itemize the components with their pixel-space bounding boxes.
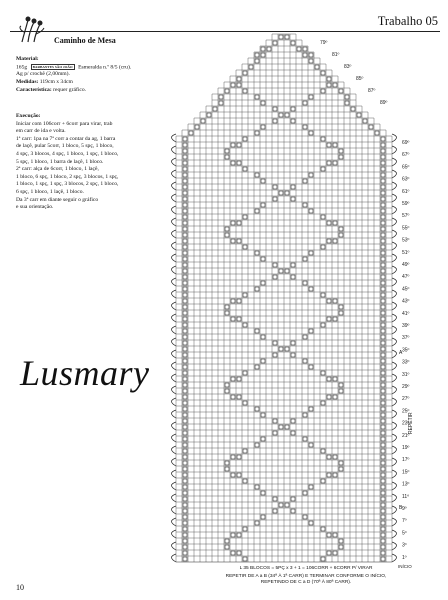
row-number: 39º: [402, 323, 410, 329]
repeat-mark-a: A: [399, 350, 403, 356]
page-number: 10: [16, 583, 24, 592]
instruction-line: Iniciar com 106corr + 6corr para virar, trab: [16, 120, 113, 127]
row-number: 13º: [402, 481, 410, 488]
row-number: 81º: [332, 52, 340, 58]
feature-label: Característica:: [16, 86, 52, 93]
instruction-line: 2ª carr: alça de 6corr, 1 bloco, 1 laçê,: [16, 166, 99, 173]
row-number: 47º: [402, 274, 410, 281]
row-number: 87º: [368, 88, 376, 94]
row-number: 21º: [402, 432, 410, 439]
row-number: 57º: [402, 213, 410, 220]
repeat-mark-b: B: [399, 505, 403, 511]
signature: Lusmary: [20, 353, 150, 393]
row-number: 63º: [402, 176, 410, 183]
row-number: 83º: [344, 64, 352, 70]
page-title: Trabalho 05: [377, 14, 438, 28]
row-number: 19º: [402, 445, 410, 451]
row-number: 25º: [402, 408, 410, 415]
material-specs: [16, 56, 166, 94]
measures-value: 119cm x 34cm: [39, 79, 73, 86]
row-number: 65º: [402, 164, 410, 171]
instruction-line: 5 spç, 1 bloco, 1 barra de laçê, 1 bloco.: [16, 158, 104, 165]
row-number: 69º: [402, 140, 410, 146]
row-number: 9º: [402, 506, 407, 512]
row-number: 61º: [402, 188, 410, 195]
instruction-line: e sua orientação.: [16, 204, 54, 211]
instruction-line: de laçê, pular 5corr, 1 bloco, 5 spç, 1 bloco,: [16, 143, 114, 150]
chart-end-label: INÍCIO: [398, 564, 412, 568]
footer-line-3: REPETINDO DE C a D (70ª À 80ª CARR).: [260, 580, 352, 585]
instruction-line: Da 3ª carr em diante seguir o gráfico: [16, 196, 99, 203]
row-number: 79º: [320, 40, 328, 46]
row-number: 29º: [402, 384, 410, 390]
row-number: 37º: [402, 335, 410, 342]
row-number: 41º: [402, 310, 410, 317]
row-number: 23º: [402, 420, 410, 427]
row-number: 11º: [402, 493, 410, 500]
instruction-line: em carr de ida e volta.: [16, 128, 66, 135]
feature-value: requer gráfico.: [53, 86, 87, 93]
row-number: 7º: [402, 518, 407, 525]
instruction-line: 1ª carr: 1pa na 7ª corr a contar da ag, 1 barra: [16, 135, 116, 142]
footer-line-1: L 35 BLOCOS = 5PÇ x 3 + 1 = 106CORR + 6CORR P/ VIRAR: [239, 566, 373, 571]
flower-logo-icon: [14, 14, 56, 44]
row-number: 55º: [402, 225, 410, 232]
instruction-line: 4 spç, 3 blocos, 4 spç, 1 bloco, 1 spç, 1 bloco,: [16, 150, 119, 157]
row-number: 89º: [380, 100, 388, 106]
row-number: 59º: [402, 201, 410, 207]
row-number: 43º: [402, 298, 410, 305]
row-number: 51º: [402, 249, 410, 256]
measures-label: Medidas:: [16, 79, 39, 86]
repeat-label: REPETIR: [408, 412, 414, 434]
material-label: Material:: [16, 56, 39, 62]
footer-line-2: REPETIR DE A a B (34ª À 1ª CARR) E TERMINAR CONFORME O INÍCIO,: [225, 574, 387, 579]
instruction-line: 1 bloco, 6 spç, 1 bloco, 2 spç, 3 blocos, 1 spç,: [16, 173, 119, 180]
instructions-label: Execução:: [16, 113, 41, 119]
row-number: 17º: [402, 457, 410, 464]
yarn-detail: Esmeralda n.º 8/5 (cru).: [78, 63, 132, 70]
instruction-line: 6 spç, 1 bloco, 1 laçê, 1 bloco.: [16, 188, 84, 195]
row-number: 85º: [356, 76, 364, 82]
row-number: 1º: [402, 554, 407, 561]
row-number: 3º: [402, 542, 407, 549]
row-number: 35º: [402, 347, 410, 354]
section-title: Caminho de Mesa: [54, 36, 116, 45]
row-number: 27º: [402, 396, 410, 403]
brand-badge: BARBANTES SÃO JOÃO: [32, 64, 73, 69]
row-number: 15º: [402, 469, 410, 476]
row-number: 5º: [402, 530, 407, 537]
row-number: 45º: [402, 286, 410, 293]
needle-spec: Ag p/ crochê (2,00mm).: [16, 71, 70, 78]
row-number: 49º: [402, 262, 410, 268]
row-number: 53º: [402, 237, 410, 244]
row-number: 67º: [402, 152, 410, 159]
filet-crochet-chart: [160, 28, 420, 568]
row-number: 33º: [402, 359, 410, 366]
instruction-line: 1 bloco, 1 spç, 1 spç, 3 blocos, 2 spç, 1 bloco,: [16, 181, 119, 188]
row-number: 31º: [402, 371, 410, 378]
instructions: [16, 113, 158, 212]
yarn-weight: 165g: [16, 63, 28, 70]
